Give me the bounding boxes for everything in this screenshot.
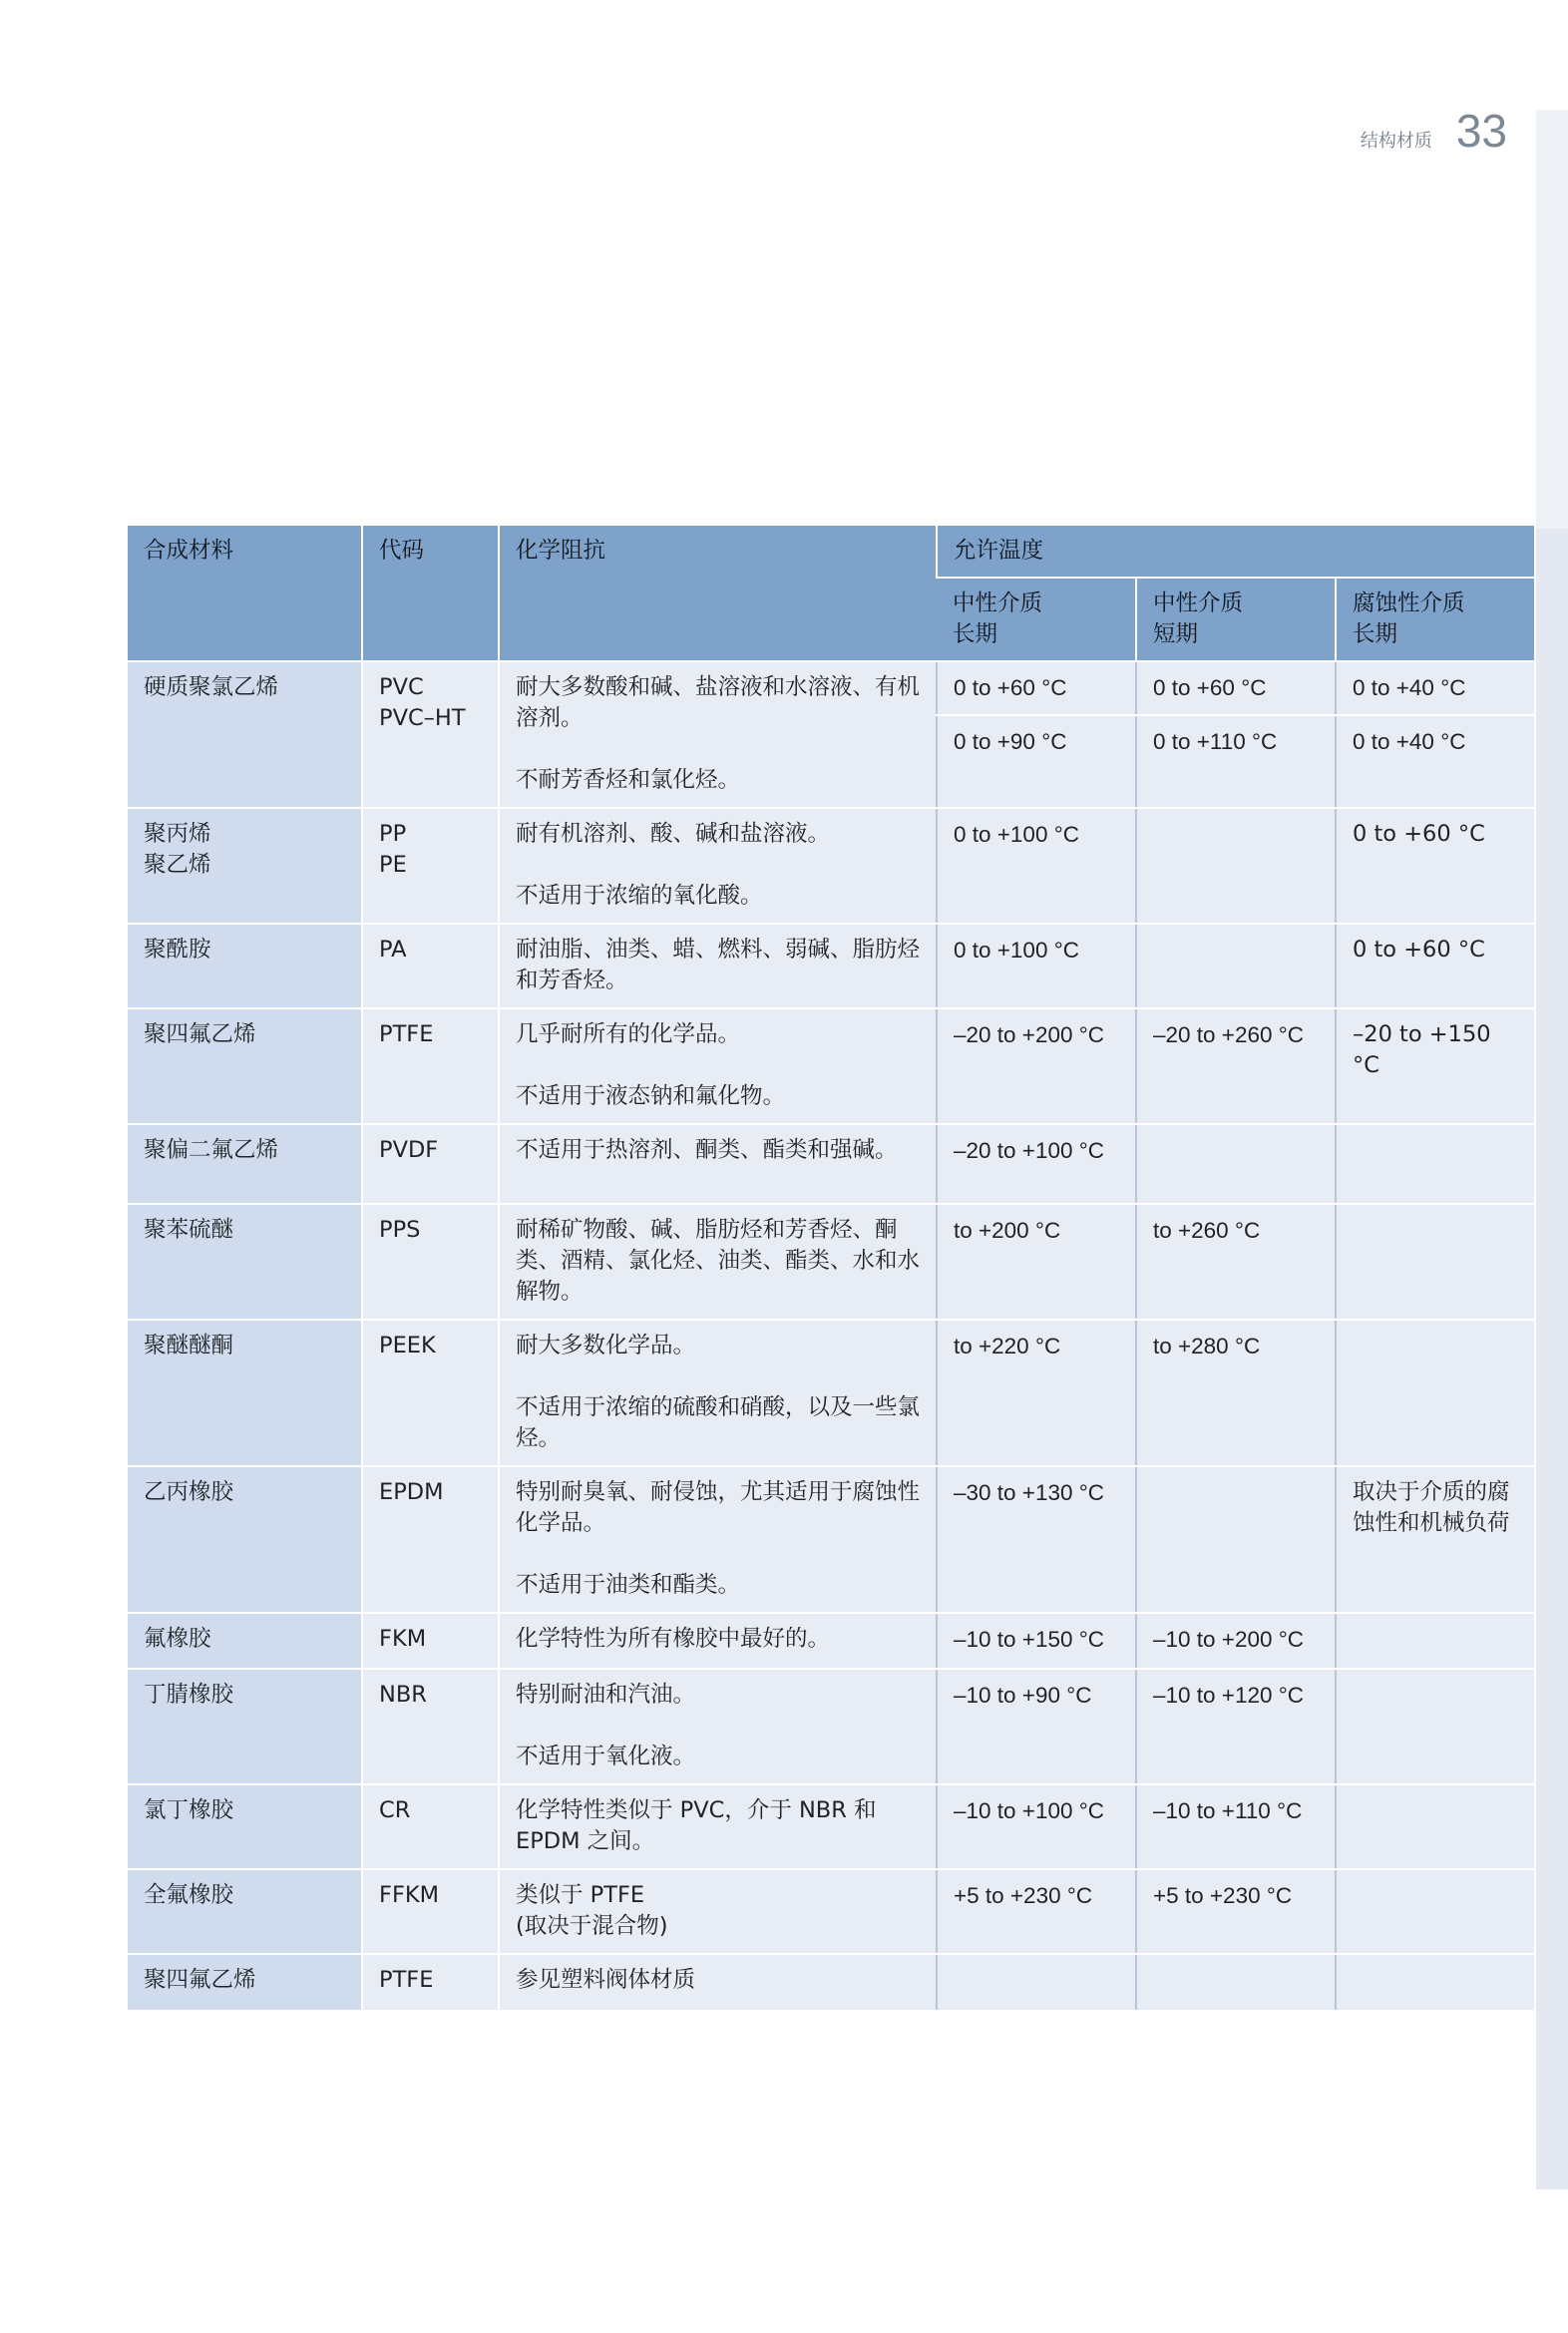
temperature-cell: –10 to +150 °C (937, 1613, 1136, 1669)
temperature-cell: to +200 °C (937, 1204, 1136, 1320)
material-code-cell: FKM (362, 1613, 499, 1669)
temperature-cell: –10 to +200 °C (1136, 1613, 1336, 1669)
temperature-cell (1336, 1954, 1534, 2011)
paragraph-gap (516, 1711, 920, 1742)
header-temperature: 允许温度 (937, 526, 1534, 578)
chemical-resistance-cell (499, 1320, 937, 1466)
material-name-cell: 聚丙烯 聚乙烯 (128, 808, 362, 924)
limitation-text: 不适用于氧化液。 (516, 1744, 696, 1769)
temperature-cell: to +260 °C (1136, 1204, 1336, 1320)
material-code-cell: NBR (362, 1669, 499, 1784)
material-name-cell: 全氟橡胶 (128, 1869, 362, 1954)
material-code-cell: FFKM (362, 1869, 499, 1954)
resistance-text: 耐有机溶剂、酸、碱和盐溶液。 (516, 821, 831, 847)
table-row (128, 1124, 1534, 1204)
temperature-cell (1336, 1613, 1534, 1669)
temperature-cell (1336, 1869, 1534, 1954)
temperature-cell (1336, 1204, 1534, 1320)
chemical-resistance-cell (499, 1613, 937, 1669)
temperature-cell: –10 to +90 °C (937, 1669, 1136, 1784)
header-code: 代码 (362, 526, 499, 661)
temperature-cell: 0 to +60 °C (1336, 808, 1534, 924)
temperature-cell: –30 to +130 °C (937, 1466, 1136, 1613)
material-name-cell: 聚酰胺 (128, 924, 362, 1008)
chemical-resistance-cell (499, 1466, 937, 1613)
limitation-text: 不适用于浓缩的氧化酸。 (516, 883, 763, 909)
temperature-cell: –10 to +120 °C (1136, 1669, 1336, 1784)
table-row (128, 1669, 1534, 1784)
table-row (128, 1008, 1534, 1124)
chemical-resistance-cell (499, 1784, 937, 1869)
temperature-cell (1136, 1954, 1336, 2011)
header-neutral-short: 中性介质 短期 (1136, 578, 1336, 661)
chemical-resistance-cell (499, 1008, 937, 1124)
header-material: 合成材料 (128, 526, 362, 661)
material-code-cell: PPS (362, 1204, 499, 1320)
limitation-text: 不适用于油类和酯类。 (516, 1572, 741, 1598)
temperature-cell (937, 1954, 1136, 2011)
temperature-cell: +5 to +230 °C (937, 1869, 1136, 1954)
material-name-cell: 氯丁橡胶 (128, 1784, 362, 1869)
material-name-cell: 聚苯硫醚 (128, 1204, 362, 1320)
page-header (1361, 104, 1507, 158)
chemical-resistance-cell (499, 1954, 937, 2011)
material-name-cell: 聚偏二氟乙烯 (128, 1124, 362, 1204)
table-row (128, 1954, 1534, 2011)
temperature-cell (1336, 1320, 1534, 1466)
limitation-text: 不耐芳香烃和氯化烃。 (516, 767, 741, 793)
paragraph-gap (516, 1050, 920, 1081)
resistance-text: 类似于 PTFE (取决于混合物) (516, 1882, 668, 1939)
header-neutral-long: 中性介质 长期 (937, 578, 1136, 661)
chemical-resistance-cell (499, 1669, 937, 1784)
temperature-cell: 0 to +100 °C (937, 924, 1136, 1008)
material-name-cell: 乙丙橡胶 (128, 1466, 362, 1613)
chemical-resistance-cell (499, 1869, 937, 1954)
chemical-resistance-cell (499, 1204, 937, 1320)
material-name-cell: 氟橡胶 (128, 1613, 362, 1669)
table-row (128, 808, 1534, 924)
material-name-cell: 硬质聚氯乙烯 (128, 661, 362, 808)
temperature-cell: 0 to +60 °C (1136, 661, 1336, 715)
temperature-cell: 0 to +100 °C (937, 808, 1136, 924)
table-row (128, 1204, 1534, 1320)
paragraph-gap (516, 734, 920, 765)
temperature-cell (1336, 1784, 1534, 1869)
header-row-top (128, 526, 1534, 578)
side-margin-strip (1536, 110, 1568, 2189)
material-code-cell: CR (362, 1784, 499, 1869)
resistance-text: 耐稀矿物酸、碱、脂肪烃和芳香烃、酮类、酒精、氯化烃、油类、酯类、水和水解物。 (516, 1217, 921, 1305)
temperature-cell: –20 to +260 °C (1136, 1008, 1336, 1124)
material-name-cell: 聚四氟乙烯 (128, 1008, 362, 1124)
temperature-cell: to +280 °C (1136, 1320, 1336, 1466)
material-name-cell: 丁腈橡胶 (128, 1669, 362, 1784)
resistance-text: 耐大多数化学品。 (516, 1333, 696, 1359)
chemical-resistance-cell (499, 661, 937, 808)
chemical-resistance-cell (499, 1124, 937, 1204)
temperature-cell: –10 to +100 °C (937, 1784, 1136, 1869)
table-row (128, 924, 1534, 1008)
material-code-cell: PTFE (362, 1008, 499, 1124)
resistance-text: 几乎耐所有的化学品。 (516, 1021, 741, 1047)
temperature-cell: +5 to +230 °C (1136, 1869, 1336, 1954)
temperature-cell: to +220 °C (937, 1320, 1136, 1466)
section-title: 结构材质 (1360, 131, 1432, 152)
temperature-cell: –20 to +150 °C (1336, 1008, 1534, 1124)
temperature-cell: –20 to +200 °C (937, 1008, 1136, 1124)
temperature-cell: –10 to +110 °C (1136, 1784, 1336, 1869)
temperature-cell: 0 to +40 °C (1336, 661, 1534, 715)
temperature-cell (1136, 808, 1336, 924)
temperature-cell: 取决于介质的腐蚀性和机械负荷 (1336, 1466, 1534, 1613)
resistance-text: 化学特性为所有橡胶中最好的。 (516, 1626, 831, 1652)
chemical-resistance-cell (499, 808, 937, 924)
temperature-cell: 0 to +90 °C (937, 715, 1136, 808)
resistance-text: 耐油脂、油类、蜡、燃料、弱碱、脂肪烃和芳香烃。 (516, 937, 921, 993)
table-row (128, 1613, 1534, 1669)
table-row (128, 661, 1534, 715)
material-code-cell: PP PE (362, 808, 499, 924)
table-row (128, 1869, 1534, 1954)
temperature-cell (1136, 1124, 1336, 1204)
temperature-cell (1136, 1466, 1336, 1613)
temperature-cell (1336, 1124, 1534, 1204)
material-name-cell: 聚四氟乙烯 (128, 1954, 362, 2011)
resistance-text: 耐大多数酸和碱、盐溶液和水溶液、有机溶剂。 (516, 674, 921, 731)
temperature-cell: 0 to +110 °C (1136, 715, 1336, 808)
temperature-cell: 0 to +60 °C (937, 661, 1136, 715)
material-code-cell: PA (362, 924, 499, 1008)
paragraph-gap (516, 850, 920, 881)
material-code-cell: PTFE (362, 1954, 499, 2011)
header-resistance: 化学阻抗 (499, 526, 937, 661)
material-code-cell: PEEK (362, 1320, 499, 1466)
material-code-cell: PVDF (362, 1124, 499, 1204)
side-margin-strip-upper (1536, 110, 1568, 529)
temperature-cell: –20 to +100 °C (937, 1124, 1136, 1204)
material-code-cell: EPDM (362, 1466, 499, 1613)
resistance-text: 特别耐油和汽油。 (516, 1682, 696, 1708)
header-corrosive-long: 腐蚀性介质 长期 (1336, 578, 1534, 661)
material-name-cell: 聚醚醚酮 (128, 1320, 362, 1466)
resistance-text: 参见塑料阀体材质 (516, 1967, 696, 1993)
table-row (128, 1784, 1534, 1869)
table-row (128, 1466, 1534, 1613)
limitation-text: 不适用于液态钠和氟化物。 (516, 1083, 786, 1109)
material-code-cell: PVC PVC–HT (362, 661, 499, 808)
resistance-text: 不适用于热溶剂、酮类、酯类和强碱。 (516, 1137, 898, 1163)
page-number: 33 (1455, 105, 1507, 157)
table-row (128, 1320, 1534, 1466)
paragraph-gap (516, 1539, 920, 1570)
resistance-text: 化学特性类似于 PVC，介于 NBR 和 EPDM 之间。 (516, 1797, 877, 1854)
temperature-cell (1336, 1669, 1534, 1784)
materials-table (128, 526, 1534, 2012)
chemical-resistance-cell (499, 924, 937, 1008)
paragraph-gap (516, 1361, 920, 1392)
resistance-text: 特别耐臭氧、耐侵蚀，尤其适用于腐蚀性化学品。 (516, 1479, 921, 1536)
temperature-cell: 0 to +40 °C (1336, 715, 1534, 808)
temperature-cell: 0 to +60 °C (1336, 924, 1534, 1008)
limitation-text: 不适用于浓缩的硫酸和硝酸，以及一些氯烃。 (516, 1394, 921, 1451)
table-body (128, 661, 1534, 2011)
temperature-cell (1136, 924, 1336, 1008)
